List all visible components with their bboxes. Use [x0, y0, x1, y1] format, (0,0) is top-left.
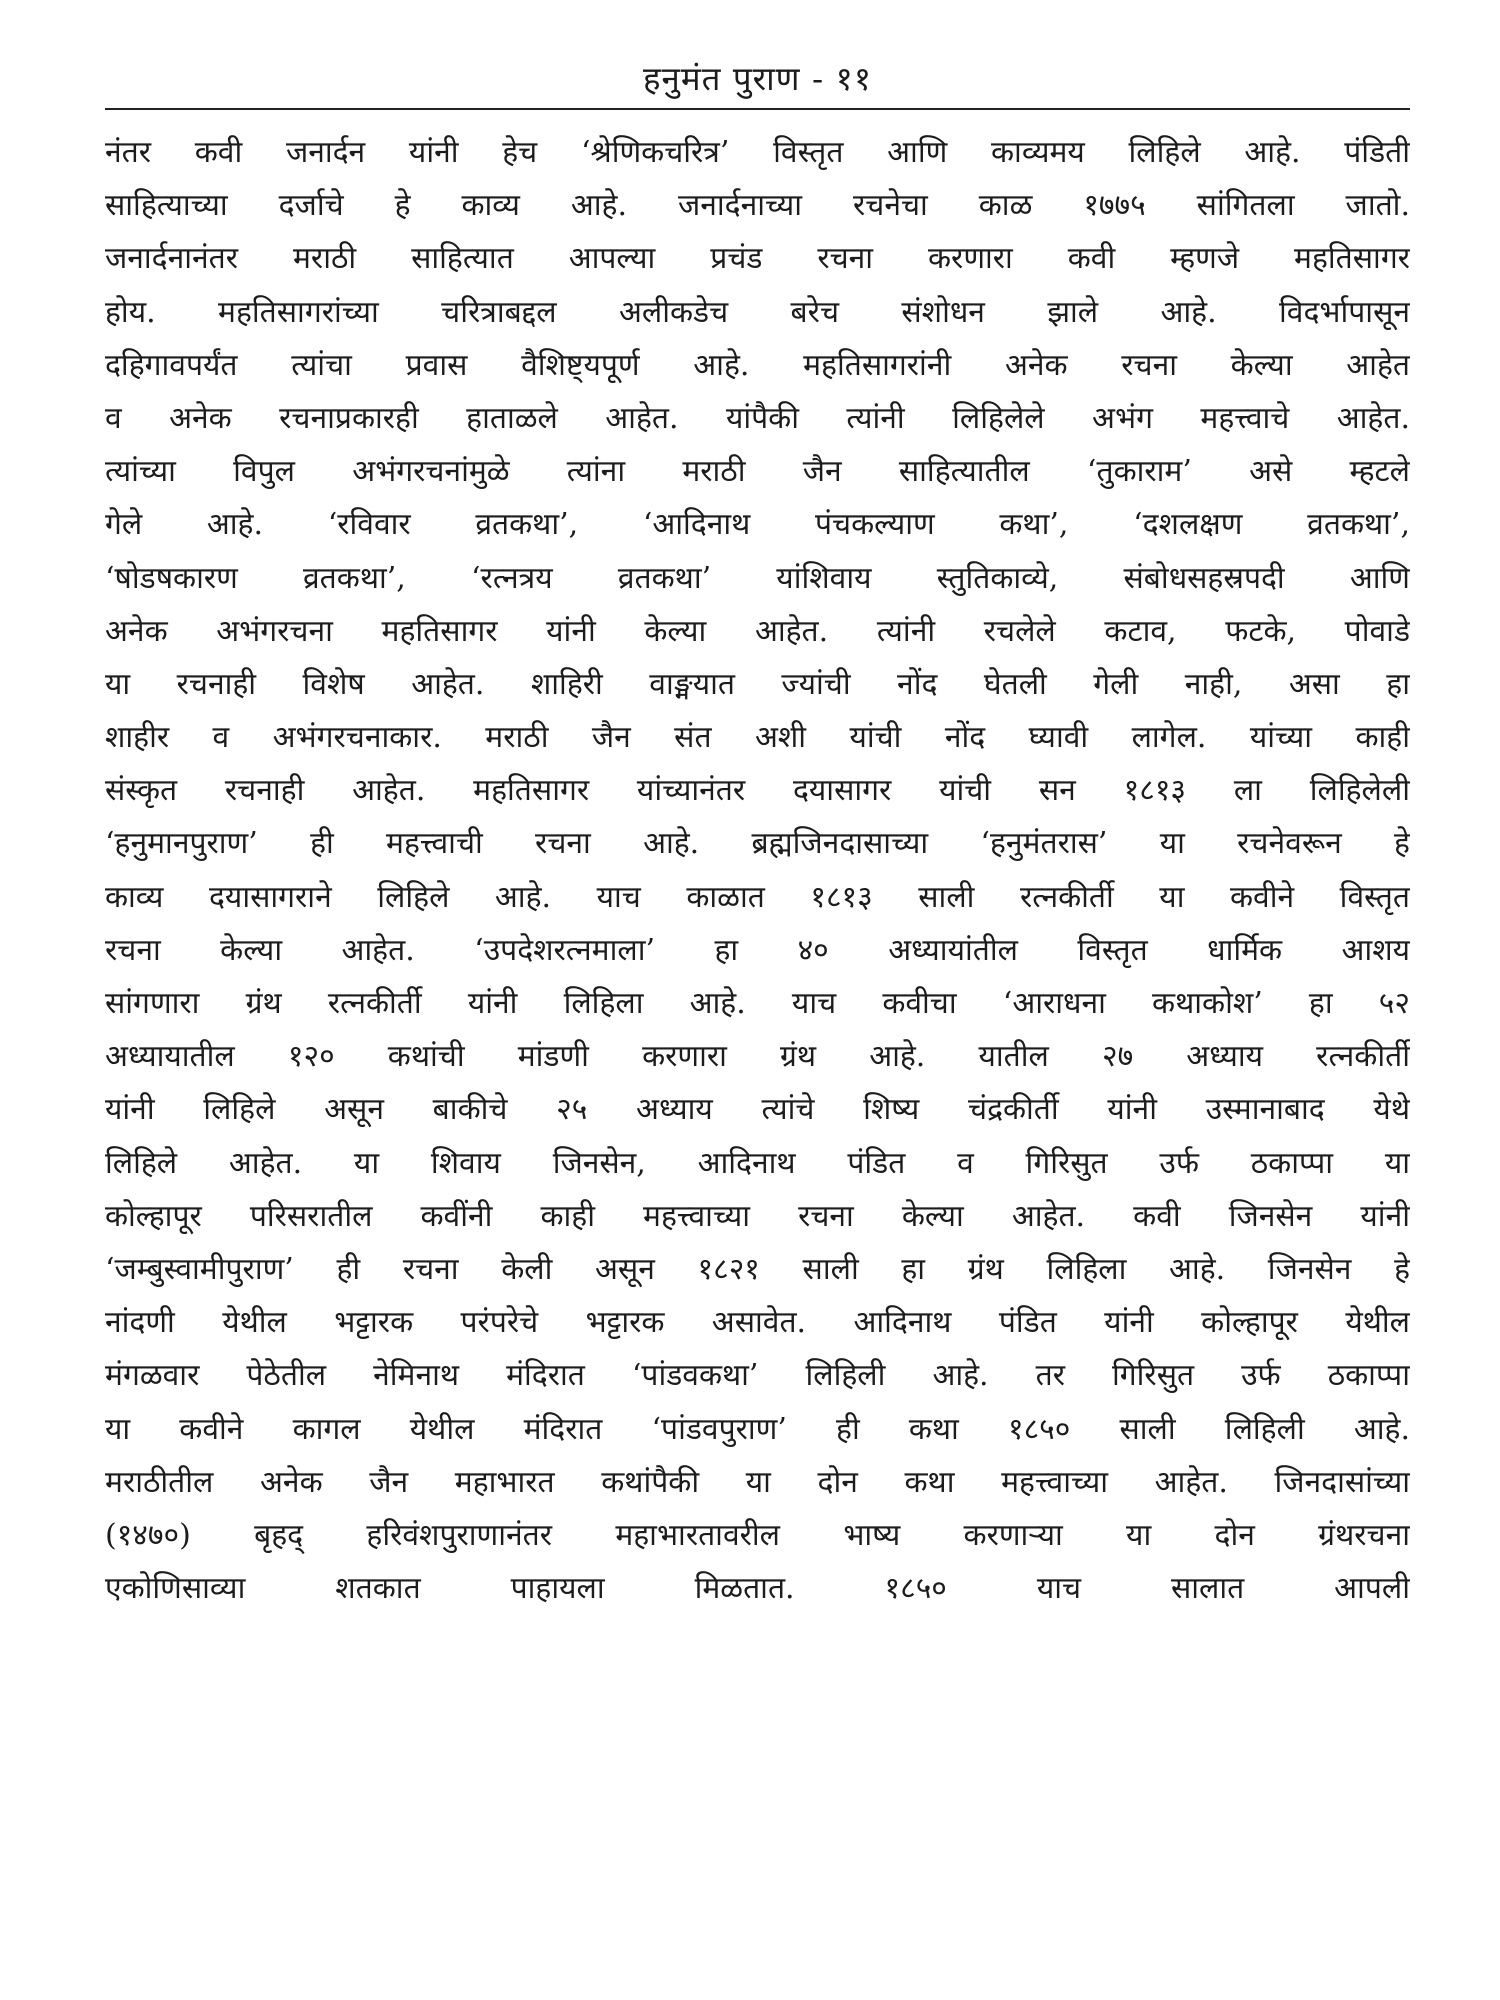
text-line: ‘हनुमानपुराण’ ही महत्त्वाची रचना आहे. ब्रह्मजिनदासाच्या ‘हनुमंतरास’ या रचनेवरून हे — [105, 826, 1410, 862]
text-line: (१४७०) बृहद् हरिवंशपुराणानंतर महाभारतावरील भाष्य करणाऱ्या या दोन ग्रंथरचना — [105, 1517, 1410, 1553]
text-line: नंतर कवी जनार्दन यांनी हेच ‘श्रेणिकचरित्र’ विस्तृत आणि काव्यमय लिहिले आहे. पंडिती — [105, 135, 1410, 170]
text-line: होय. महतिसागरांच्या चरित्राबद्दल अलीकडेच बरेच संशोधन झाले आहे. विदर्भापासून — [105, 294, 1410, 330]
text-line: साहित्याच्या दर्जाचे हे काव्य आहे. जनार्दनाच्या रचनेचा काळ १७७५ सांगितला जातो. — [105, 188, 1410, 224]
text-line: अनेक अभंगरचना महतिसागर यांनी केल्या आहेत. त्यांनी रचलेले कटाव, फटके, पोवाडे — [105, 613, 1410, 649]
text-line: या कवीने कागल येथील मंदिरात ‘पांडवपुराण’ ही कथा १८५० साली लिहिली आहे. — [105, 1411, 1410, 1447]
text-line: ‘षोडषकारण व्रतकथा’, ‘रत्नत्रय व्रतकथा’ यांशिवाय स्तुतिकाव्ये, संबोधसहस्रपदी आणि — [105, 560, 1410, 596]
header-rule — [105, 108, 1410, 110]
text-line: अध्यायातील १२० कथांची मांडणी करणारा ग्रंथ आहे. यातील २७ अध्याय रत्नकीर्ती — [105, 1039, 1410, 1075]
text-line: नांदणी येथील भट्टारक परंपरेचे भट्टारक असावेत. आदिनाथ पंडित यांनी कोल्हापूर येथील — [105, 1305, 1410, 1341]
text-line: जनार्दनानंतर मराठी साहित्यात आपल्या प्रचंड रचना करणारा कवी म्हणजे महतिसागर — [105, 241, 1410, 277]
text-line: शाहीर व अभंगरचनाकार. मराठी जैन संत अशी यांची नोंद घ्यावी लागेल. यांच्या काही — [105, 720, 1410, 756]
text-line: मंगळवार पेठेतील नेमिनाथ मंदिरात ‘पांडवकथा’ लिहिली आहे. तर गिरिसुत उर्फ ठकाप्पा — [105, 1358, 1410, 1394]
text-line: दहिगावपर्यंत त्यांचा प्रवास वैशिष्ट्यपूर्ण आहे. महतिसागरांनी अनेक रचना केल्या आहेत — [105, 347, 1410, 383]
text-line: रचना केल्या आहेत. ‘उपदेशरत्नमाला’ हा ४० अध्यायांतील विस्तृत धार्मिक आशय — [105, 932, 1410, 968]
text-line: व अनेक रचनाप्रकारही हाताळले आहेत. यांपैकी त्यांनी लिहिलेले अभंग महत्त्वाचे आहेत. — [105, 400, 1410, 436]
body-text — [105, 126, 1410, 1615]
text-line: लिहिले आहेत. या शिवाय जिनसेन, आदिनाथ पंडित व गिरिसुत उर्फ ठकाप्पा या — [105, 1145, 1410, 1181]
text-line: काव्य दयासागराने लिहिले आहे. याच काळात १८१३ साली रत्नकीर्ती या कवीने विस्तृत — [105, 879, 1410, 915]
text-line: सांगणारा ग्रंथ रत्नकीर्ती यांनी लिहिला आहे. याच कवीचा ‘आराधना कथाकोश’ हा ५२ — [105, 986, 1410, 1021]
running-header: हनुमंत पुराण - ११ — [643, 59, 872, 98]
text-line: गेले आहे. ‘रविवार व्रतकथा’, ‘आदिनाथ पंचकल्याण कथा’, ‘दशलक्षण व्रतकथा’, — [105, 507, 1410, 543]
text-line: संस्कृत रचनाही आहेत. महतिसागर यांच्यानंतर दयासागर यांची सन १८१३ ला लिहिलेली — [105, 773, 1410, 809]
text-line: ‘जम्बुस्वामीपुराण’ ही रचना केली असून १८२१ साली हा ग्रंथ लिहिला आहे. जिनसेन हे — [105, 1251, 1410, 1287]
text-line: कोल्हापूर परिसरातील कवींनी काही महत्त्वाच्या रचना केल्या आहेत. कवी जिनसेन यांनी — [105, 1198, 1410, 1234]
text-line: या रचनाही विशेष आहेत. शाहिरी वाङ्मयात ज्यांची नोंद घेतली गेली नाही, असा हा — [105, 666, 1410, 702]
text-line: एकोणिसाव्या शतकात पाहायला मिळतात. १८५० याच सालात आपली — [105, 1571, 1410, 1607]
text-line: यांनी लिहिले असून बाकीचे २५ अध्याय त्यांचे शिष्य चंद्रकीर्ती यांनी उस्मानाबाद येथे — [105, 1092, 1410, 1128]
text-line: मराठीतील अनेक जैन महाभारत कथांपैकी या दोन कथा महत्त्वाच्या आहेत. जिनदासांच्या — [105, 1464, 1410, 1500]
text-line: त्यांच्या विपुल अभंगरचनांमुळे त्यांना मराठी जैन साहित्यातील ‘तुकाराम’ असे म्हटले — [105, 454, 1410, 490]
